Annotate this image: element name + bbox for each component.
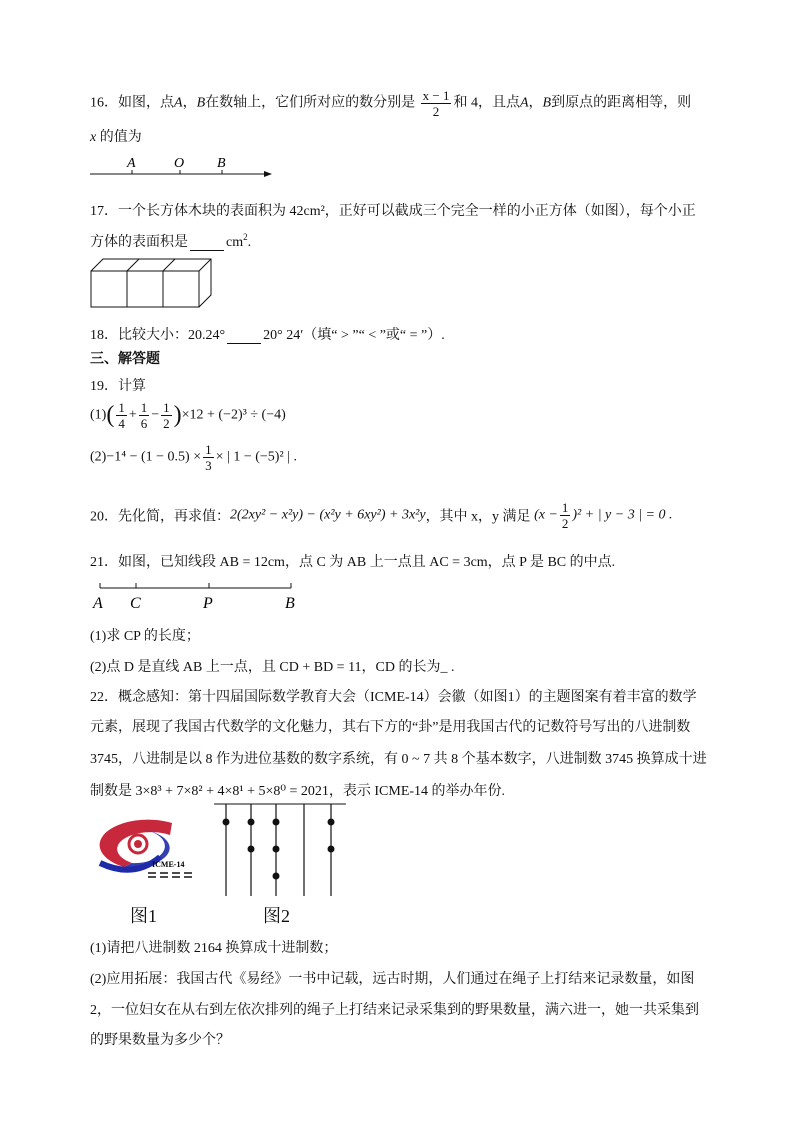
q20-text-b: ，其中 x，y 满足 [425, 509, 531, 525]
q17-line1: 17．一个长方体木块的表面积为 42cm²，正好可以截成三个完全一样的小正方体（如图），每个小正 [90, 204, 696, 219]
q16-var-a2: A [519, 95, 529, 111]
axis-label-b: B [217, 156, 226, 171]
rope-knot [248, 846, 255, 853]
q22-line1: 22．概念感知：第十四届国际数学教育大会（ICME-14）会徽（如图1）的主题图案有着丰富的数学 [90, 690, 697, 705]
number-line-figure [88, 152, 278, 182]
icme-logo-figure [94, 815, 206, 885]
q18-left: 20.24° [188, 328, 226, 343]
q20-cond-a: (x − [534, 507, 558, 523]
q19-p2-expr-a: −1⁴ − (1 − 0.5) × [106, 449, 202, 465]
rope-knot [273, 873, 280, 880]
q18-hint: （填“ > ”“ < ”或“ = ”）. [303, 328, 445, 343]
q19-p1-tail: ×12 + (−2)³ ÷ (−4) [181, 407, 286, 423]
q19-p2-label: (2) [90, 449, 107, 465]
rope-knot [273, 819, 280, 826]
segment-figure [88, 578, 308, 614]
q19-title: 19．计算 [90, 379, 146, 394]
q16-text-c: 和 4，且点 [453, 95, 520, 111]
q19-p1-label: (1) [90, 407, 107, 423]
q21-part2: (2)点 D 是直线 AB 上一点，且 CD + BD = 11，CD 的长为_ . [90, 660, 455, 675]
q19-p2-frac-num: 1 [205, 442, 212, 457]
q22-part2-line3: 的野果数量为多少个？ [90, 1033, 230, 1048]
seg-label-a: A [93, 595, 103, 612]
knot-ropes-figure [210, 800, 350, 900]
q20-cond-frac-num: 1 [561, 500, 569, 515]
q19-part1: (1)( $\frac{1}{4}$ + $\frac{1}{6}$ − $\frac{1}{2}$ )×12 + (−2)³ ÷ (−4) [90, 400, 286, 431]
q17-unit: cm [226, 235, 244, 250]
q17-end: . [247, 235, 252, 250]
q16-text-e: 的值为 [96, 130, 142, 145]
q19-p2-frac [203, 442, 214, 473]
rope-knot [273, 846, 280, 853]
q17-text-a: 方体的表面积是 [90, 235, 188, 250]
q22-line3: 3745，八进制是以 8 作为进位基数的数字系统，有 0 ~ 7 共 8 个基本数字，八进制数 3745 换算成十进 [90, 752, 707, 767]
q17-line2 [90, 231, 251, 251]
seg-label-p: P [203, 595, 213, 612]
q19-frac-1-den: 4 [118, 416, 125, 431]
q20-expr: 2(2xy² − x²y) − (x²y + 6xy²) + 3x²y [230, 507, 426, 523]
q20-cond-frac-den: 2 [561, 516, 569, 531]
q20-cond-b: )² + | y − 3 | = 0 . [572, 507, 673, 523]
q21-line1: 21．如图，已知线段 AB = 12cm，点 C 为 AB 上一点且 AC = 3cm，点 P 是 BC 的中点. [90, 555, 616, 570]
q16-line1: 16．如图，点A，B在数轴上，它们所对应的数分别是 $\frac{x - 1}{2}$ 和 4，且点A，B到原点的距离相等，则 [90, 88, 692, 119]
q16-line2 [90, 126, 142, 146]
q17-unit-sup: 2 [243, 232, 248, 242]
q22-part1: (1)请把八进制数 2164 换算成十进制数； [90, 941, 338, 956]
q22-line4: 制数是 3×8³ + 7×8² + 4×8¹ + 5×8⁰ = 2021，表示 ICME-14 的举办年份. [90, 784, 506, 799]
q19-frac-2-den: 6 [140, 416, 148, 431]
q19-frac-2 [139, 400, 150, 431]
q20-text-a: 20．先化简，再求值： [90, 509, 230, 525]
q17-answer-blank [190, 238, 224, 251]
rope-knot [328, 846, 335, 853]
q19-p2-frac-den: 3 [205, 458, 212, 473]
rope-knot [223, 819, 230, 826]
q19-frac-3-den: 2 [163, 416, 170, 431]
q16-fraction [421, 88, 452, 119]
q19-frac-1-num: 1 [118, 400, 125, 415]
seg-label-b: B [285, 595, 295, 612]
axis-label-a: A [127, 156, 136, 171]
q16-frac-den: 2 [432, 104, 440, 119]
q22-part2-line2: 2，一位妇女在从右到左依次排列的绳子上打结来记录采集到的野果数量，满六进一，她一共采集到 [90, 1003, 699, 1018]
rope-knot [248, 819, 255, 826]
q16-text-d: 到原点的距离相等，则 [551, 95, 692, 111]
q16-var-b2: B [542, 95, 552, 111]
q19-frac-3 [161, 400, 172, 431]
icme-logo-text: ICME-14 [152, 860, 185, 869]
q16-text-b: 在数轴上，它们所对应的数分别是 [205, 95, 416, 111]
rope-knot [328, 819, 335, 826]
q18-line [90, 324, 445, 344]
q22-part2-line1: (2)应用拓展：我国古代《易经》一书中记载，远古时期，人们通过在绳子上打结来记录数量，如图 [90, 972, 695, 987]
cuboid-figure [88, 255, 216, 311]
q16-frac-num: x − 1 [422, 88, 450, 103]
q16-text-a: 16．如图，点 [90, 95, 174, 111]
q19-frac-2-num: 1 [140, 400, 148, 415]
q19-p2-expr-b: × | 1 − (−5)² | . [215, 449, 297, 465]
q21-part1: (1)求 CP 的长度； [90, 629, 200, 644]
seg-label-c: C [130, 595, 141, 612]
q19-frac-1 [116, 400, 127, 431]
q19-part2 [90, 442, 297, 473]
q22-line2: 元素，展现了我国古代数学的文化魅力，其右下方的“卦”是用我国古代的记数符号写出的八进制数 [90, 720, 691, 735]
q16-var-b: B [196, 95, 206, 111]
q16-var-a: A [174, 95, 183, 111]
q20-line [90, 500, 673, 531]
q16-var-x: x [90, 130, 97, 145]
fig2-caption: 图2 [263, 906, 290, 926]
q18-answer-blank [227, 331, 261, 344]
q20-cond-frac [560, 500, 571, 531]
fig1-caption: 图1 [130, 906, 157, 926]
q18-right: 20° 24′ [263, 328, 304, 343]
q19-frac-3-num: 1 [163, 400, 170, 415]
section-heading: 三、解答题 [90, 352, 160, 367]
q18-prefix: 18．比较大小： [90, 328, 188, 343]
axis-label-o: O [174, 156, 185, 171]
